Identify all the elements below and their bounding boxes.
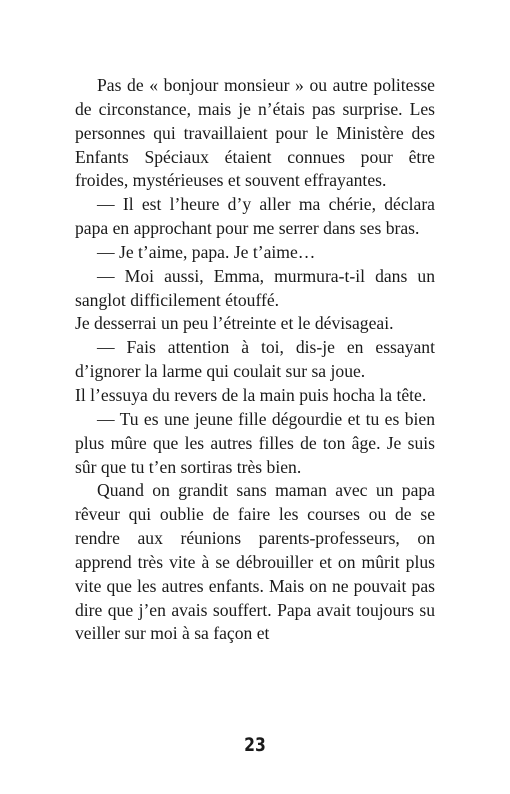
body-text [75,74,435,646]
paragraph-7: Il l’essuya du revers de la main puis hocha la tête. [75,384,427,405]
paragraph-9: Quand on grandit sans maman avec un papa rêveur qui oublie de faire les courses ou de se rendre aux réunions parents-professeurs, on apprend très vite à se débrouiller et on mûrit plus vite que les autres enfants. Mais on ne pouvait pas dire que j’en avais souffert. Papa avait toujours su veiller sur moi à sa façon et [75,480,435,644]
paragraph-1: Pas de « bonjour monsieur » ou autre politesse de circonstance, mais je n’étais pas surprise. Les personnes qui travaillaient pour le Ministère des Enfants Spéciaux étaient connues pour être froides, mystérieuses et souvent effrayantes. [75,75,435,191]
paragraph-6: — Fais attention à toi, dis-je en essayant d’ignorer la larme qui coulait sur sa joue. [75,337,435,382]
paragraph-2: — Il est l’heure d’y aller ma chérie, déclara papa en approchant pour me serrer dans ses bras. [75,194,435,239]
page-number: 23 [244,734,266,756]
paragraph-5: Je desserrai un peu l’étreinte et le dévisageai. [75,313,394,334]
paragraph-8: — Tu es une jeune fille dégourdie et tu es bien plus mûre que les autres filles de ton âge. Je suis sûr que tu t’en sortiras très bien. [75,408,435,477]
paragraph-4: — Moi aussi, Emma, murmura-t-il dans un sanglot difficilement étouffé. [75,265,435,310]
paragraph-3: — Je t’aime, papa. Je t’aime… [97,241,316,262]
